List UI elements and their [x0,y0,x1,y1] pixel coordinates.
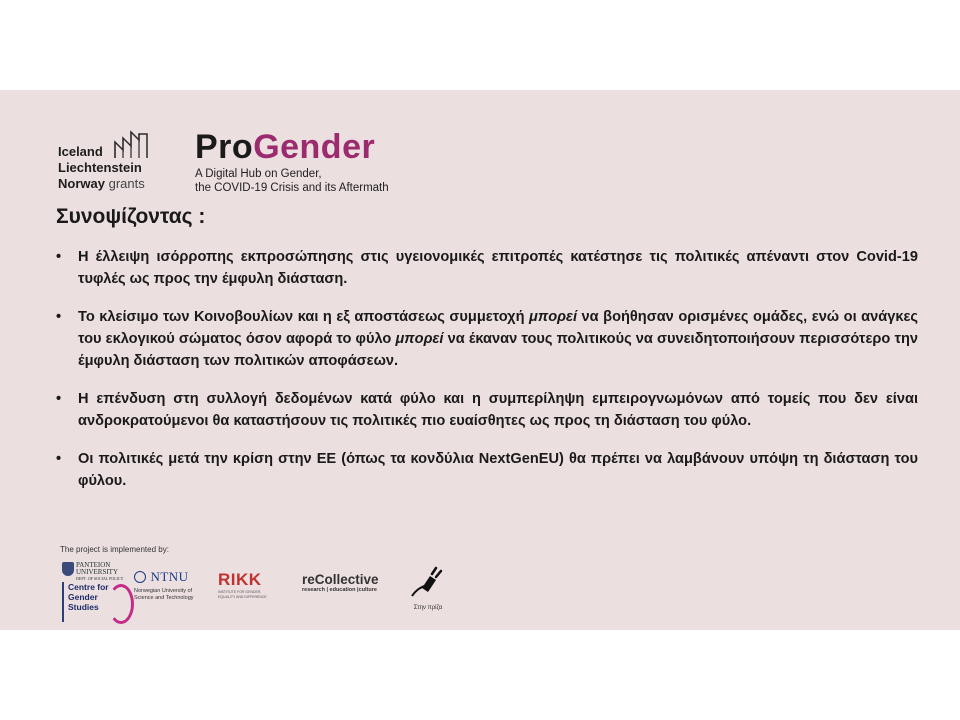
cgs-line3: Studies [68,602,99,612]
rikk-subtitle [218,590,282,599]
recollective-logo [302,572,402,593]
recollective-name: reCollective [302,572,379,587]
stin-priza-logo [408,562,448,611]
progender-subtitle [195,168,389,195]
ntnu-name: NTNU [150,568,189,584]
cgs-text [68,582,109,612]
progender-title-gender: Gender [253,128,376,166]
rikk-sub-line1: INSTITUTE FOR GENDER, [218,590,262,594]
ntnu-mark-icon [134,571,146,583]
bullet-dot: • [56,451,62,467]
implemented-by-label: The project is implemented by: [60,545,169,554]
bullet-text: Η επένδυση στη συλλογή δεδομένων κατά φύλο και η συμπερίληψη εμπειρογνωμόνων από τομείς που δεν είναι ανδροκρατούμενοι θα καταστήσουν τις πολιτικές πιο ευαίσθητες ως προς τη διάσταση του φύλο. [78,391,918,429]
bullet-dot: • [56,249,62,265]
panteion-line2: UNIVERSITY [76,568,118,576]
bullet-text: Η έλλειψη ισόρροπης εκπροσώπησης στις υγειονομικές επιτροπές κατέστησε τις πολιτικές απέναντι στον Covid-19 τυφλές ως προς την έμφυλη διάσταση. [78,249,918,287]
rikk-name: RIKK [218,570,262,589]
ntnu-sub-line1: Norwegian University of [134,588,193,594]
progender-logo [195,128,389,195]
eea-grants-logo [58,130,168,196]
panteion-name [76,562,124,581]
panteion-line1: PANTEION [76,561,111,569]
bullet-text: Οι πολιτικές μετά την κρίση στην ΕΕ (όπως τα κονδύλια NextGenEU) θα πρέπει να λαμβάνουν υπόψη τη διάσταση του φύλου. [78,451,918,489]
bullet-item [56,306,918,372]
cgs-line2: Gender [68,592,98,602]
panteion-line3: DEPT. OF SOCIAL POLICY [76,576,124,581]
progender-subtitle-line1: A Digital Hub on Gender, [195,168,322,180]
summary-bullet-list [56,246,918,508]
bullet-dot: • [56,391,62,407]
eea-norway: Norway [58,176,105,191]
ntnu-logo [134,568,214,601]
bullet-item [56,388,918,432]
cgs-logo [62,582,126,622]
bullet-text-part: να βοήθησαν ορισμένες ομάδες, ενώ οι ανάγκες του εκλογικού σώματος όσον αφορά το φύλο [78,309,919,347]
panteion-logo [58,560,128,624]
bullet-emphasis: μπορεί [395,331,444,347]
panteion-crest-icon [62,562,74,576]
bullet-text-part: να έκαναν τους πολιτικούς να συνειδητοποιήσουν περισσότερο την έμφυλη διάσταση των πολιτικών αποφάσεων. [78,331,918,369]
eea-grants-word: grants [108,176,145,191]
eea-line-liechtenstein: Liechtenstein [58,160,142,175]
eea-grants-text [58,144,145,192]
bullet-emphasis: μπορεί [529,309,578,325]
bullet-text-part: Το κλείσιμο των Κοινοβουλίων και η εξ αποστάσεως συμμετοχή [78,309,530,325]
progender-title-pro: Pro [195,128,254,166]
slide-heading: Συνοψίζοντας : [56,205,206,228]
stin-priza-caption: Στην πρίζα [413,605,443,611]
plug-icon [408,562,448,598]
progender-subtitle-line2: the COVID-19 Crisis and its Aftermath [195,181,389,194]
bullet-item [56,246,918,290]
progender-title [195,128,389,166]
eea-line-norway [58,176,145,192]
eea-line-iceland: Iceland [58,144,103,159]
cgs-arc-icon [108,584,134,624]
recollective-subtitle: research | education |culture [302,587,377,593]
ntnu-sub-line2: Science and Technology [134,594,194,601]
ntnu-subtitle [134,588,214,601]
rikk-sub-line2: EQUALITY AND DIFFERENCE [218,594,267,599]
rikk-logo [218,570,282,599]
bullet-dot: • [56,309,62,325]
partner-logos [58,558,478,624]
cgs-line1: Centre for [68,582,109,592]
bullet-item [56,448,918,492]
